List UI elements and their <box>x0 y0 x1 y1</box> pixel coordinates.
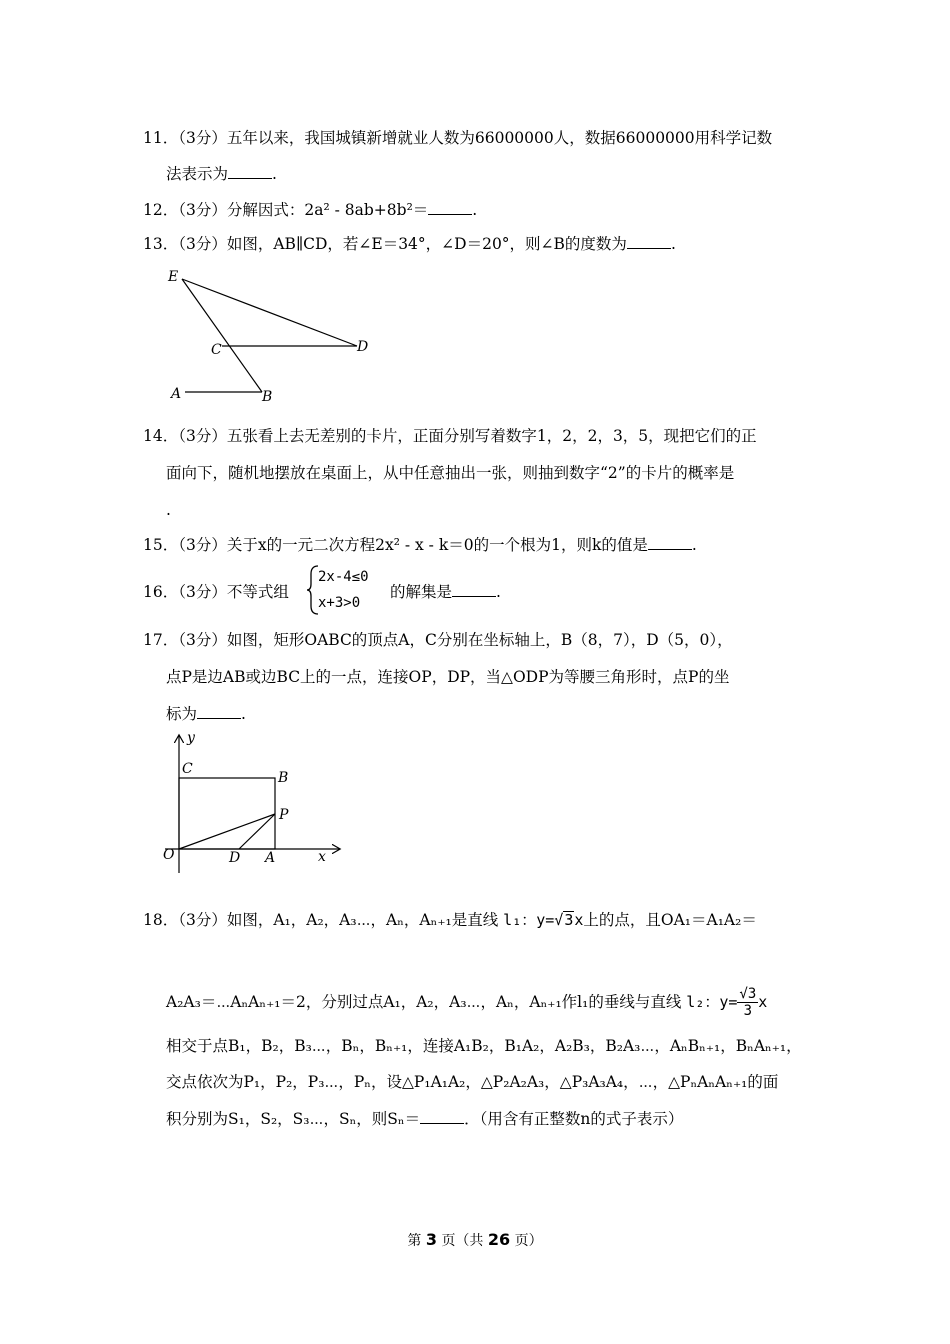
label-y: y <box>187 730 195 746</box>
q12-text: 分解因式：2a² - 8ab+8b²＝ <box>226 201 429 219</box>
label-x: x <box>318 849 326 865</box>
q18-text-line3: 相交于点B₁，B₂，B₃⋯，Bₙ，Bₙ₊₁，连接A₁B₂，B₁A₂，A₂B₃，B₂A₃⋯，AₙBₙ₊₁，BₙAₙ₊₁， <box>166 1037 802 1055</box>
answer-blank <box>420 1109 464 1124</box>
answer-blank <box>627 234 671 249</box>
footer-page-number: 3 <box>425 1230 437 1249</box>
q17-line2 <box>166 667 729 687</box>
answer-blank <box>648 535 692 550</box>
q14-text-line1: 五张看上去无差别的卡片，正面分别写着数字1，2，2，3，5，现把它们的正 <box>226 427 757 445</box>
q14-number: 14． <box>143 427 179 445</box>
q11-text-line2: 法表示为 <box>166 165 229 183</box>
segment-DP <box>239 814 275 849</box>
label-D: D <box>357 339 369 355</box>
q13-text: 如图，AB∥CD，若∠E＝34°，∠D＝20°，则∠B的度数为 <box>226 235 627 253</box>
q18-score: （3分） <box>178 911 227 929</box>
q18-text-line1-prefix: 如图，A₁，A₂，A₃⋯，Aₙ，Aₙ₊₁是直线 <box>226 911 499 929</box>
l2-y: y= <box>719 993 738 1011</box>
footer-suffix: 页） <box>514 1233 543 1249</box>
label-D: D <box>229 850 241 866</box>
q13-number: 13． <box>143 235 179 253</box>
q17-figure <box>155 728 355 878</box>
q14-line1 <box>143 426 757 446</box>
q18-text-line1-suffix: 上的点，且OA₁＝A₁A₂＝ <box>583 911 757 929</box>
answer-blank <box>428 200 472 215</box>
q12-number: 12． <box>143 201 179 219</box>
q17-text-line1: 如图，矩形OABC的顶点A，C分别在坐标轴上，B（8，7），D（5，0）， <box>226 631 733 649</box>
l2-x: x <box>758 993 768 1011</box>
label-C: C <box>182 761 193 777</box>
q18-line-l2-equation <box>686 986 768 1019</box>
l1-y: y= <box>536 911 555 929</box>
q13-line: 13．（3分）如图，AB∥CD，若∠E＝34°，∠D＝20°，则∠B的度数为 . <box>143 235 676 253</box>
q17-score: （3分） <box>178 631 227 649</box>
footer-prefix: 第 <box>407 1233 422 1249</box>
q16-ineq1: 2x-4≤0 <box>318 569 369 585</box>
q13-figure <box>160 262 390 412</box>
q11-text-line1: 五年以来，我国城镇新增就业人数为66000000人，数据66000000用科学记数 <box>226 129 773 147</box>
q16-score: （3分） <box>178 583 227 601</box>
q17-line3: 标为 . <box>166 705 246 723</box>
q18-line5 <box>166 1109 683 1129</box>
rectangle-OABC <box>179 778 275 849</box>
footer-mid: 页（共 <box>441 1233 484 1249</box>
q17-number: 17． <box>143 631 179 649</box>
label-E: E <box>168 269 179 285</box>
q16-suffix-line: 的解集是 . <box>390 583 501 601</box>
q18-text-line5-suffix: ．（用含有正整数n的式子表示） <box>464 1110 684 1128</box>
q18-text-line5-prefix: 积分别为S₁，S₂，S₃⋯，Sₙ，则Sₙ＝ <box>166 1110 421 1128</box>
q18-line1 <box>143 910 757 930</box>
q18-line3 <box>166 1036 802 1056</box>
q11-line1 <box>143 128 772 148</box>
line-ED <box>182 279 357 346</box>
label-A: A <box>171 386 182 402</box>
q16-number: 16． <box>143 583 179 601</box>
q15-text: 关于x的一元二次方程2x² - x - k＝0的一个根为1，则k的值是 <box>226 536 648 554</box>
l2-numerator: √3 <box>739 986 757 1002</box>
q17-line1 <box>143 630 733 650</box>
q16-prefix: 不等式组 <box>226 583 289 601</box>
q14-line2 <box>166 463 734 483</box>
q16-line <box>143 582 289 602</box>
q12-score: （3分） <box>178 201 227 219</box>
q18-number: 18． <box>143 911 179 929</box>
q15-score: （3分） <box>178 536 227 554</box>
q13-score: （3分） <box>178 235 227 253</box>
q12-line: 12．（3分）分解因式：2a² - 8ab+8b²＝ . <box>143 201 478 219</box>
q18-text-line2-prefix: A₂A₃＝⋯AₙAₙ₊₁＝2，分别过点A₁，A₂，A₃⋯，Aₙ，Aₙ₊₁作l₁的垂线与直线 <box>166 993 682 1011</box>
label-A: A <box>265 850 276 866</box>
l1-sqrt: 3 <box>564 911 574 929</box>
q11-line2: 法表示为 . <box>166 165 277 183</box>
l2-denominator: 3 <box>743 1003 753 1019</box>
q15-number: 15． <box>143 536 179 554</box>
q17-text-line3: 标为 <box>166 705 198 723</box>
l2-label: l₂： <box>686 993 720 1011</box>
answer-blank <box>228 164 272 179</box>
q11-number: 11． <box>143 129 179 147</box>
l1-x: x <box>574 911 584 929</box>
l2-fraction <box>737 986 758 1019</box>
q14-text-line3: . <box>166 501 171 519</box>
q18-text-line4: 交点依次为P₁，P₂，P₃⋯，Pₙ，设△P₁A₁A₂，△P₂A₂A₃，△P₃A₃A₄，⋯，△PₙAₙAₙ₊₁的面 <box>166 1073 779 1091</box>
q14-score: （3分） <box>178 427 227 445</box>
q15-line: 15．（3分）关于x的一元二次方程2x² - x - k＝0的一个根为1，则k的值是 . <box>143 536 697 554</box>
label-B: B <box>262 389 273 405</box>
l1-label: l₁： <box>503 911 537 929</box>
q18-line4 <box>166 1072 778 1092</box>
label-B: B <box>278 770 289 786</box>
label-P: P <box>279 807 289 823</box>
q16-ineq2: x+3>0 <box>318 595 361 611</box>
label-C: C <box>211 342 222 358</box>
q14-text-line2: 面向下，随机地摆放在桌面上，从中任意抽出一张，则抽到数字“2”的卡片的概率是 <box>166 464 735 482</box>
q18-line-l1-equation: l₁：y=√3x <box>503 911 584 929</box>
footer-total-pages: 26 <box>487 1230 511 1249</box>
q16-suffix: 的解集是 <box>390 583 453 601</box>
q14-line3 <box>166 500 171 520</box>
answer-blank <box>197 704 241 719</box>
line-EB <box>182 279 262 392</box>
page-footer <box>0 1230 950 1250</box>
q11-score: （3分） <box>178 129 227 147</box>
q17-text-line2: 点P是边AB或边BC上的一点，连接OP，DP，当△ODP为等腰三角形时，点P的坐 <box>166 668 730 686</box>
segment-OP <box>179 814 275 849</box>
answer-blank <box>452 582 496 597</box>
q18-line2 <box>166 986 767 1019</box>
label-O: O <box>163 847 175 863</box>
